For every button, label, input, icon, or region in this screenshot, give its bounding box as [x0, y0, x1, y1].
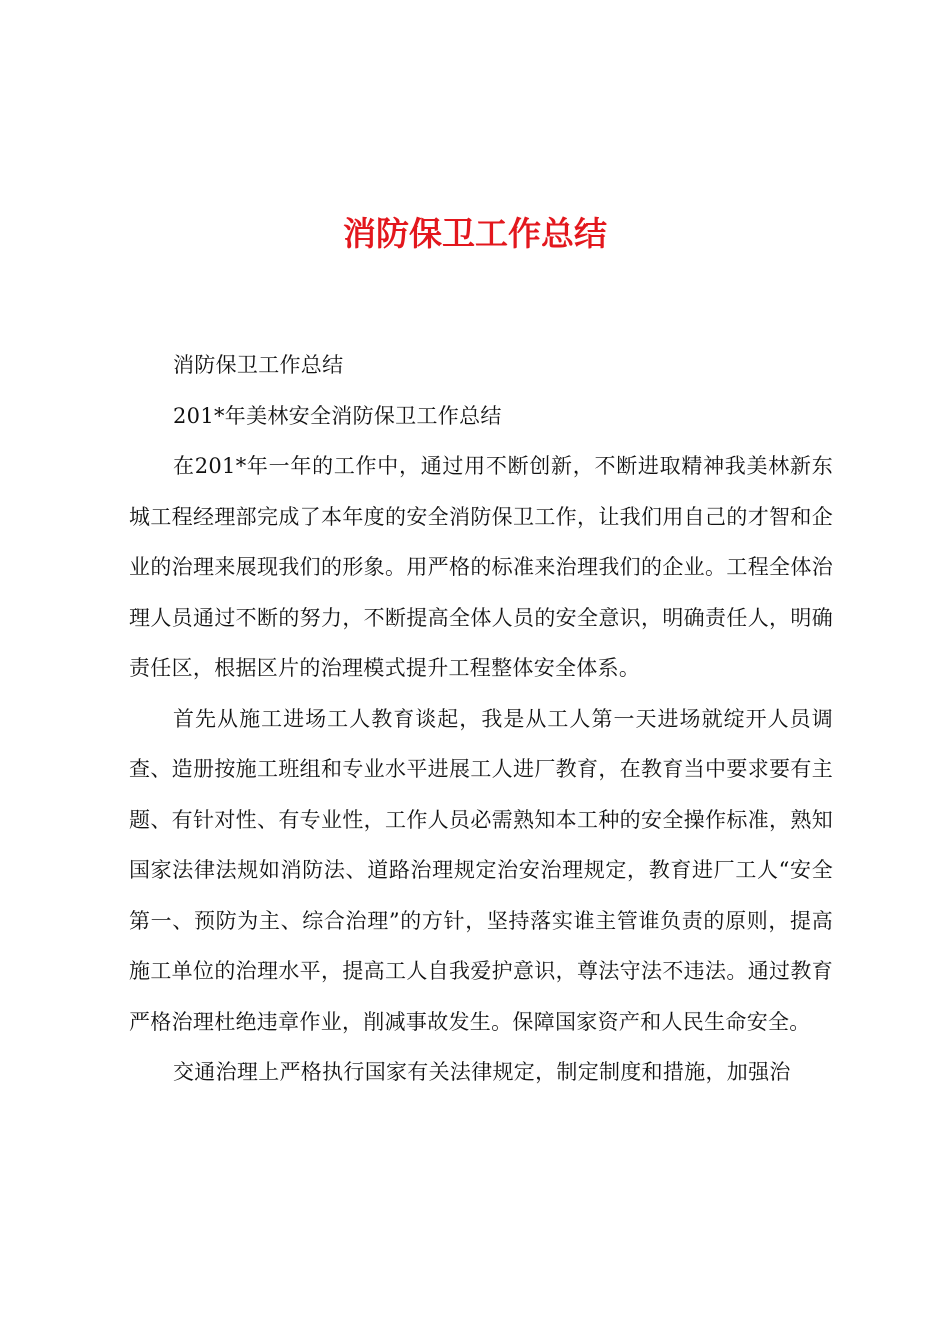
- document-body: [129, 340, 833, 1098]
- paragraph: 在201*年一年的工作中，通过用不断创新，不断进取精神我美林新东城工程经理部完成了本年度的安全消防保卫工作，让我们用自己的才智和企业的治理来展现我们的形象。用严格的标准来治理我们的企业。工程全体治理人员通过不断的努力，不断提高全体人员的安全意识，明确责任人，明确责任区，根据区片的治理模式提升工程整体安全体系。: [129, 454, 833, 680]
- paragraph: 交通治理上严格执行国家有关法律规定，制定制度和措施，加强治: [173, 1060, 791, 1084]
- paragraph: 首先从施工进场工人教育谈起，我是从工人第一天进场就绽开人员调查、造册按施工班组和专业水平进展工人进厂教育，在教育当中要求要有主题、有针对性、有专业性，工作人员必需熟知本工种的安全操作标准，熟知国家法律法规如消防法、道路治理规定治安治理规定，教育进厂工人“安全第一、预防为主、综合治理”的方针，坚持落实谁主管谁负责的原则，提高施工单位的治理水平，提高工人自我爱护意识，尊法守法不违法。通过教育严格治理杜绝违章作业，削减事故发生。保障国家资产和人民生命安全。: [129, 706, 833, 1034]
- paragraph-subtitle: 201*年美林安全消防保卫工作总结: [173, 403, 502, 428]
- paragraph-heading: 消防保卫工作总结: [173, 353, 344, 377]
- document-title: 消防保卫工作总结: [343, 214, 607, 253]
